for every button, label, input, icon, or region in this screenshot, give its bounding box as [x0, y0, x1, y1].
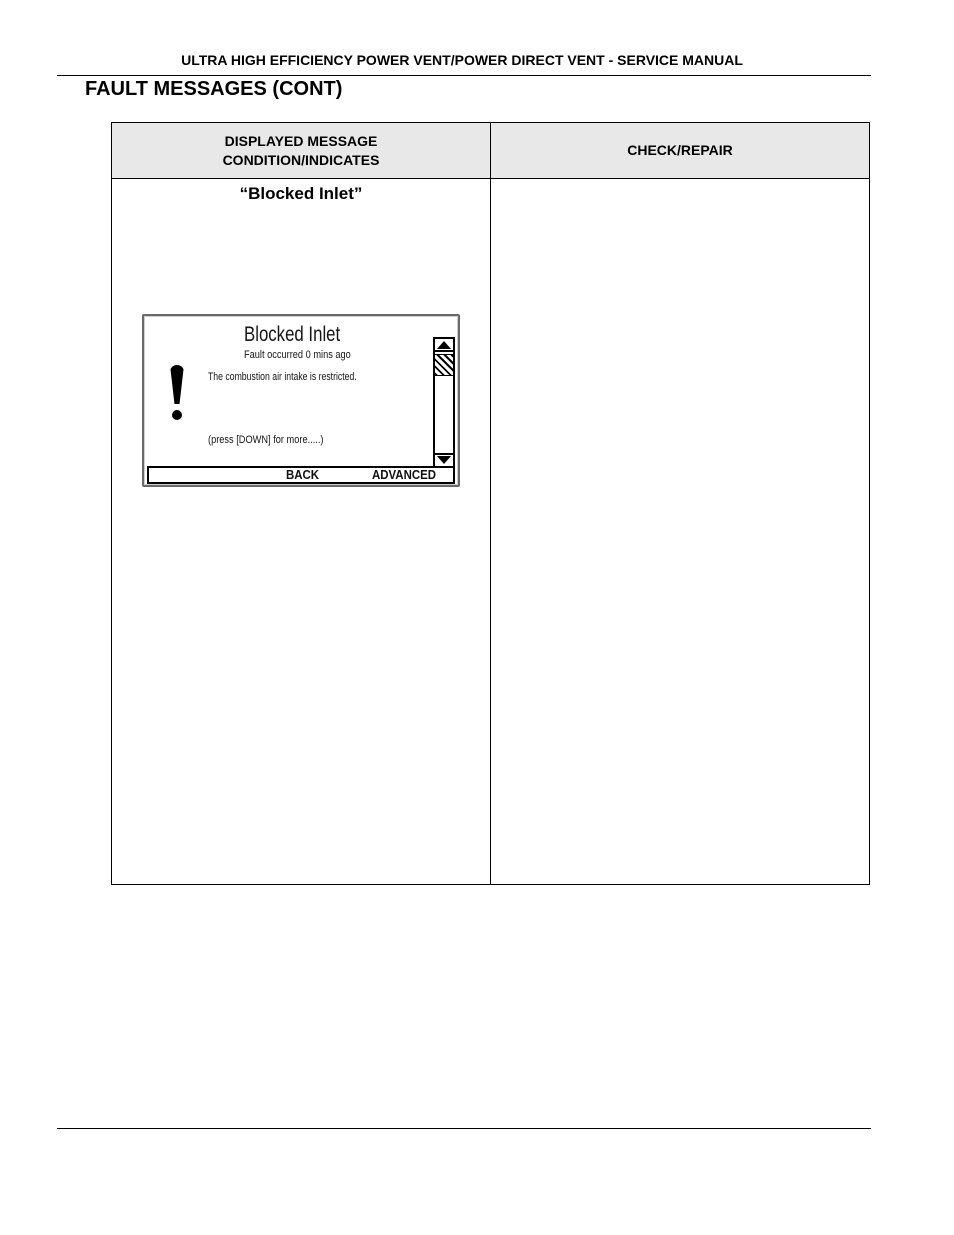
triangle-down-icon [437, 456, 451, 464]
exclamation-icon [170, 365, 184, 421]
exclamation-bar [170, 365, 184, 404]
section-title: FAULT MESSAGES (CONT) [85, 78, 343, 100]
fault-message-name: “Blocked Inlet” [239, 184, 363, 203]
fault-messages-table [111, 122, 870, 885]
display-hint: (press [DOWN] for more.....) [208, 434, 324, 446]
header-rule [57, 75, 871, 76]
control-display-screen [142, 314, 460, 487]
footer-rule [57, 1128, 871, 1129]
displayed-message-cell [112, 179, 490, 884]
advanced-softkey: ADVANCED [372, 467, 436, 482]
scrollbar-divider [435, 453, 453, 455]
back-softkey: BACK [286, 467, 320, 482]
display-scrollbar [433, 337, 455, 468]
column-header-line: CONDITION/INDICATES [222, 151, 380, 168]
display-description: The combustion air intake is restricted. [208, 371, 357, 383]
scrollbar-divider [435, 350, 453, 352]
exclamation-dot [172, 410, 182, 420]
column-header-displayed-message [112, 123, 490, 178]
column-header-check-repair [491, 123, 869, 178]
column-header-line: DISPLAYED MESSAGE [224, 132, 378, 149]
document-header: ULTRA HIGH EFFICIENCY POWER VENT/POWER DIRECT VENT - SERVICE MANUAL [181, 52, 743, 68]
check-repair-cell [491, 179, 869, 884]
scrollbar-thumb [435, 354, 453, 376]
display-softkey-bar [147, 466, 455, 484]
display-fault-time: Fault occurred 0 mins ago [244, 349, 351, 361]
column-header-line: CHECK/REPAIR [627, 142, 733, 158]
display-title: Blocked Inlet [244, 323, 341, 346]
triangle-up-icon [437, 341, 451, 349]
